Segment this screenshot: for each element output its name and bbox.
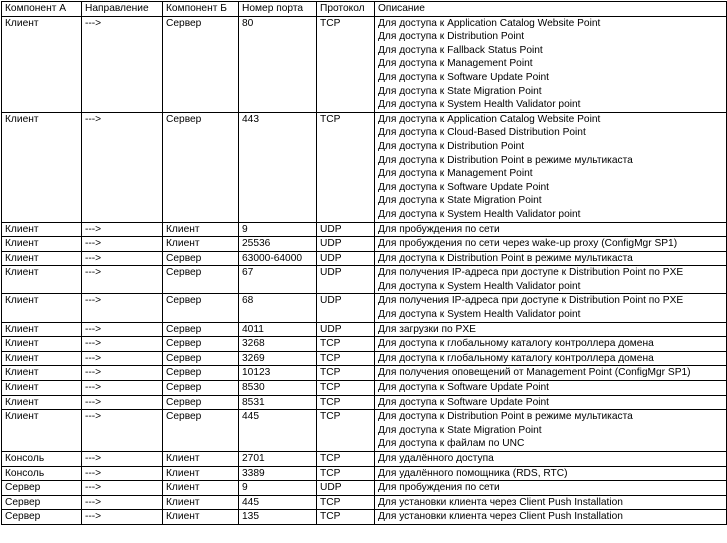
- cell-protocol: TCP: [317, 452, 375, 467]
- cell-component-a: Сервер: [2, 510, 82, 525]
- table-row: [2, 452, 727, 467]
- cell-protocol: TCP: [317, 112, 375, 222]
- cell-description: [375, 294, 727, 322]
- cell-direction: --->: [82, 495, 163, 510]
- table-row: [2, 266, 727, 294]
- cell-direction: --->: [82, 222, 163, 237]
- cell-direction: --->: [82, 481, 163, 496]
- description-line: Для доступа к State Migration Point: [378, 195, 542, 207]
- cell-component-b: Сервер: [163, 395, 239, 410]
- table-row: [2, 294, 727, 322]
- cell-protocol: TCP: [317, 510, 375, 525]
- table-row: [2, 410, 727, 452]
- cell-direction: --->: [82, 266, 163, 294]
- cell-port: 8530: [239, 381, 317, 396]
- cell-direction: --->: [82, 112, 163, 222]
- cell-component-a: Клиент: [2, 366, 82, 381]
- description-line: Для доступа к Distribution Point в режиме мультикаста: [378, 411, 633, 423]
- cell-direction: --->: [82, 322, 163, 337]
- cell-component-b: Сервер: [163, 381, 239, 396]
- cell-protocol: TCP: [317, 495, 375, 510]
- description-line: Для доступа к Distribution Point в режиме мультикаста: [378, 252, 633, 264]
- cell-component-a: Клиент: [2, 410, 82, 452]
- description-line: Для доступа к System Health Validator point: [378, 208, 581, 220]
- description-line: Для получения IP-адреса при доступе к Distribution Point по PXE: [378, 267, 684, 279]
- description-line: Для доступа к Fallback Status Point: [378, 44, 543, 56]
- cell-component-a: Сервер: [2, 495, 82, 510]
- description-line: Для доступа к Cloud-Based Distribution Point: [378, 127, 586, 139]
- description-line: Для пробуждения по сети через wake-up proxy (ConfigMgr SP1): [378, 238, 678, 250]
- cell-component-a: Клиент: [2, 351, 82, 366]
- cell-protocol: UDP: [317, 251, 375, 266]
- table-row: [2, 337, 727, 352]
- cell-component-a: Консоль: [2, 452, 82, 467]
- header-component-a: Компонент А: [2, 2, 82, 17]
- table-row: [2, 237, 727, 252]
- cell-port: 9: [239, 222, 317, 237]
- description-line: Для установки клиента через Client Push Installation: [378, 511, 623, 523]
- cell-description: [375, 337, 727, 352]
- cell-description: [375, 466, 727, 481]
- cell-direction: --->: [82, 466, 163, 481]
- cell-direction: --->: [82, 237, 163, 252]
- header-row: [2, 2, 727, 17]
- description-line: Для получения IP-адреса при доступе к Distribution Point по PXE: [378, 295, 684, 307]
- cell-direction: --->: [82, 410, 163, 452]
- cell-component-b: Сервер: [163, 16, 239, 112]
- cell-protocol: UDP: [317, 222, 375, 237]
- table-row: [2, 322, 727, 337]
- description-line: Для установки клиента через Client Push Installation: [378, 496, 623, 508]
- cell-description: [375, 495, 727, 510]
- cell-component-b: Сервер: [163, 351, 239, 366]
- cell-port: 445: [239, 410, 317, 452]
- cell-component-b: Сервер: [163, 366, 239, 381]
- cell-protocol: UDP: [317, 322, 375, 337]
- cell-protocol: TCP: [317, 381, 375, 396]
- cell-description: [375, 366, 727, 381]
- cell-component-a: Сервер: [2, 481, 82, 496]
- cell-description: [375, 112, 727, 222]
- cell-component-a: Клиент: [2, 237, 82, 252]
- cell-description: [375, 16, 727, 112]
- description-line: Для доступа к Distribution Point: [378, 140, 525, 152]
- cell-protocol: UDP: [317, 266, 375, 294]
- cell-port: 4011: [239, 322, 317, 337]
- cell-description: [375, 381, 727, 396]
- description-line: Для доступа к файлам по UNC: [378, 438, 525, 450]
- table-row: [2, 510, 727, 525]
- cell-component-b: Клиент: [163, 495, 239, 510]
- cell-description: [375, 510, 727, 525]
- description-line: Для пробуждения по сети: [378, 223, 500, 235]
- table-body: [2, 16, 727, 524]
- cell-component-a: Клиент: [2, 16, 82, 112]
- table-row: [2, 251, 727, 266]
- cell-description: [375, 351, 727, 366]
- description-line: Для доступа к глобальному каталогу контроллера домена: [378, 352, 654, 364]
- cell-component-b: Сервер: [163, 112, 239, 222]
- cell-component-b: Клиент: [163, 466, 239, 481]
- cell-protocol: TCP: [317, 351, 375, 366]
- description-line: Для загрузки по PXE: [378, 323, 476, 335]
- cell-description: [375, 395, 727, 410]
- cell-protocol: UDP: [317, 481, 375, 496]
- description-line: Для доступа к State Migration Point: [378, 85, 542, 97]
- cell-component-a: Клиент: [2, 222, 82, 237]
- description-line: Для доступа к System Health Validator point: [378, 99, 581, 111]
- cell-direction: --->: [82, 366, 163, 381]
- cell-component-b: Сервер: [163, 337, 239, 352]
- cell-direction: --->: [82, 381, 163, 396]
- table-row: [2, 112, 727, 222]
- cell-description: [375, 266, 727, 294]
- table-row: [2, 222, 727, 237]
- cell-component-b: Сервер: [163, 294, 239, 322]
- cell-component-a: Клиент: [2, 112, 82, 222]
- cell-direction: --->: [82, 16, 163, 112]
- cell-protocol: UDP: [317, 237, 375, 252]
- table-row: [2, 16, 727, 112]
- cell-protocol: TCP: [317, 466, 375, 481]
- cell-component-a: Консоль: [2, 466, 82, 481]
- cell-description: [375, 251, 727, 266]
- cell-port: 67: [239, 266, 317, 294]
- description-line: Для доступа к System Health Validator point: [378, 309, 581, 321]
- cell-component-a: Клиент: [2, 251, 82, 266]
- cell-direction: --->: [82, 337, 163, 352]
- table-row: [2, 381, 727, 396]
- table-row: [2, 466, 727, 481]
- cell-component-a: Клиент: [2, 266, 82, 294]
- cell-port: 80: [239, 16, 317, 112]
- description-line: Для доступа к Management Point: [378, 168, 533, 180]
- description-line: Для удалённого помощника (RDS, RTC): [378, 467, 568, 479]
- header-component-b: Компонент Б: [163, 2, 239, 17]
- cell-port: 3269: [239, 351, 317, 366]
- table-row: [2, 366, 727, 381]
- cell-port: 68: [239, 294, 317, 322]
- cell-port: 25536: [239, 237, 317, 252]
- cell-component-b: Клиент: [163, 481, 239, 496]
- description-line: Для доступа к Distribution Point в режиме мультикаста: [378, 154, 633, 166]
- description-line: Для доступа к глобальному каталогу контроллера домена: [378, 338, 654, 350]
- cell-description: [375, 322, 727, 337]
- cell-component-b: Сервер: [163, 322, 239, 337]
- header-protocol: Протокол: [317, 2, 375, 17]
- cell-protocol: TCP: [317, 16, 375, 112]
- header-description: Описание: [375, 2, 727, 17]
- table-row: [2, 395, 727, 410]
- cell-protocol: TCP: [317, 395, 375, 410]
- cell-port: 3268: [239, 337, 317, 352]
- cell-component-a: Клиент: [2, 381, 82, 396]
- description-line: Для пробуждения по сети: [378, 482, 500, 494]
- description-line: Для доступа к Software Update Point: [378, 396, 550, 408]
- cell-port: 8531: [239, 395, 317, 410]
- table-row: [2, 481, 727, 496]
- cell-direction: --->: [82, 251, 163, 266]
- cell-direction: --->: [82, 395, 163, 410]
- cell-component-b: Сервер: [163, 266, 239, 294]
- cell-component-b: Сервер: [163, 410, 239, 452]
- cell-protocol: TCP: [317, 337, 375, 352]
- cell-port: 443: [239, 112, 317, 222]
- cell-description: [375, 222, 727, 237]
- cell-component-a: Клиент: [2, 294, 82, 322]
- cell-protocol: TCP: [317, 366, 375, 381]
- cell-description: [375, 481, 727, 496]
- description-line: Для получения оповещений от Management Point (ConfigMgr SP1): [378, 367, 691, 379]
- cell-component-b: Сервер: [163, 251, 239, 266]
- cell-direction: --->: [82, 452, 163, 467]
- cell-component-a: Клиент: [2, 322, 82, 337]
- cell-component-b: Клиент: [163, 222, 239, 237]
- cell-component-b: Клиент: [163, 510, 239, 525]
- table-row: [2, 351, 727, 366]
- table-row: [2, 495, 727, 510]
- cell-port: 63000-64000: [239, 251, 317, 266]
- cell-port: 9: [239, 481, 317, 496]
- header-port: Номер порта: [239, 2, 317, 17]
- cell-component-b: Клиент: [163, 237, 239, 252]
- description-line: Для доступа к Application Catalog Website Point: [378, 17, 601, 29]
- description-line: Для доступа к Software Update Point: [378, 382, 550, 394]
- cell-port: 445: [239, 495, 317, 510]
- cell-description: [375, 237, 727, 252]
- cell-protocol: TCP: [317, 410, 375, 452]
- description-line: Для доступа к State Migration Point: [378, 424, 542, 436]
- description-line: Для доступа к Management Point: [378, 58, 533, 70]
- cell-component-a: Клиент: [2, 395, 82, 410]
- cell-port: 10123: [239, 366, 317, 381]
- description-line: Для доступа к Software Update Point: [378, 181, 550, 193]
- cell-description: [375, 410, 727, 452]
- ports-table: [1, 1, 727, 525]
- cell-direction: --->: [82, 351, 163, 366]
- cell-port: 2701: [239, 452, 317, 467]
- cell-component-b: Клиент: [163, 452, 239, 467]
- description-line: Для удалённого доступа: [378, 453, 494, 464]
- cell-direction: --->: [82, 510, 163, 525]
- cell-direction: --->: [82, 294, 163, 322]
- cell-port: 3389: [239, 466, 317, 481]
- description-line: Для доступа к Distribution Point: [378, 31, 525, 43]
- header-direction: Направление: [82, 2, 163, 17]
- description-line: Для доступа к Software Update Point: [378, 71, 550, 83]
- description-line: Для доступа к System Health Validator point: [378, 280, 581, 292]
- cell-component-a: Клиент: [2, 337, 82, 352]
- cell-port: 135: [239, 510, 317, 525]
- cell-protocol: UDP: [317, 294, 375, 322]
- description-line: Для доступа к Application Catalog Website Point: [378, 113, 601, 125]
- cell-description: [375, 452, 727, 467]
